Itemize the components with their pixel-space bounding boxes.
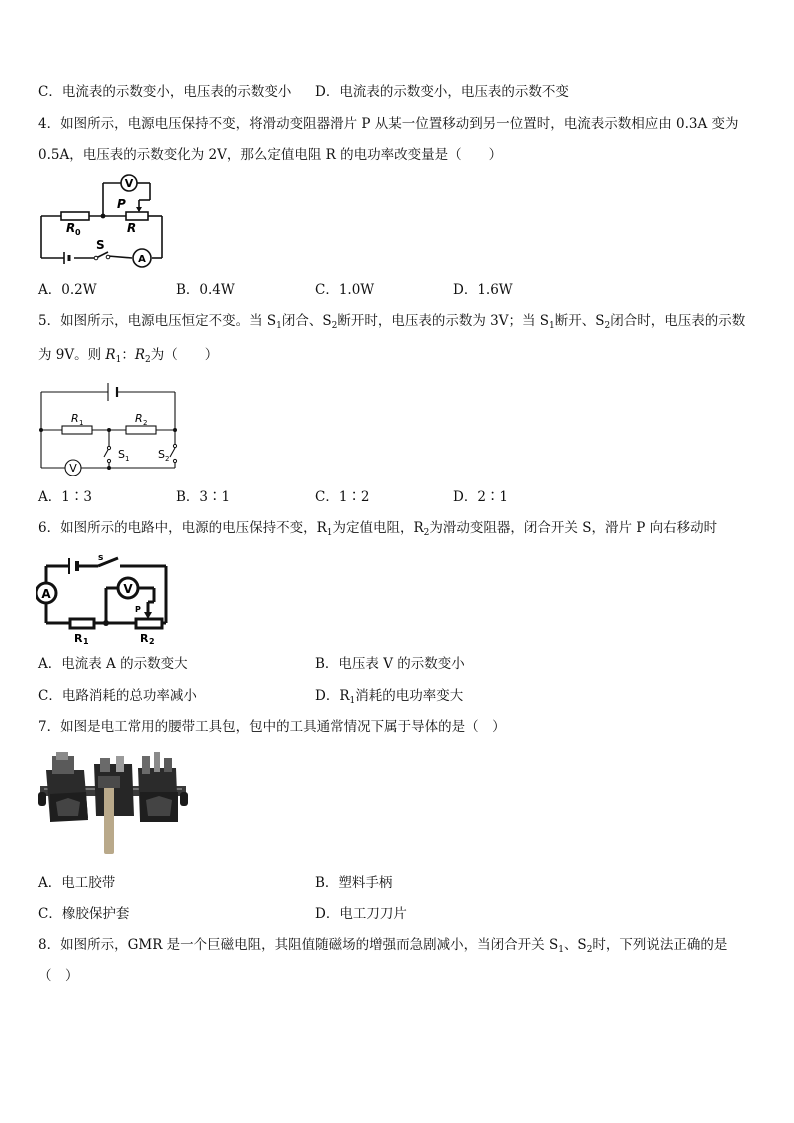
- q7-option-a: A．电工胶带: [38, 875, 116, 891]
- q7-stem: 7．如图是电工常用的腰带工具包，包中的工具通常情况下属于导体的是（ ）: [38, 719, 506, 735]
- q4-option-a: A．0.2W: [38, 282, 97, 298]
- q6-option-c: C．电路消耗的总功率减小: [38, 688, 197, 704]
- q6-option-a: A．电流表 A 的示数变大: [38, 656, 188, 672]
- q4-ammeter-label: A: [138, 254, 146, 265]
- q4-option-c: C．1.0W: [315, 282, 375, 298]
- q3-option-c: C．电流表的示数变小，电压表的示数变小: [38, 84, 292, 100]
- q5-stem-line1: 5．如图所示，电源电压恒定不变。当 $S_1$闭合、$S_2$断开时，电压表的示数为 3V；当 $S_1$断开、$S_2$闭合时，电压表的示数: [38, 313, 746, 331]
- q5-circuit-diagram: [38, 378, 188, 476]
- q7-option-d: D．电工刀刀片: [315, 906, 407, 922]
- q4-stem-line2: 0.5A，电压表的示数变化为 2V，那么定值电阻 R 的电功率改变量是（ ）: [38, 147, 503, 163]
- q6-voltmeter-label: V: [123, 582, 133, 596]
- q5-ratio-r1: R: [105, 347, 116, 363]
- q6-r1-label: R: [74, 632, 83, 645]
- q4-s-label: S: [96, 238, 105, 252]
- q5-option-d: D．2∶1: [453, 489, 509, 505]
- q5-option-a: A．1∶3: [38, 489, 92, 505]
- q5-r1-label: R: [71, 412, 79, 425]
- q5-ratio-r2: R: [134, 347, 145, 363]
- q4-p-label: P: [117, 197, 126, 211]
- q6-option-b: B．电压表 V 的示数变小: [315, 656, 465, 672]
- q5-option-b: B．3∶1: [176, 489, 231, 505]
- tool-belt-photo: [38, 748, 188, 858]
- q4-option-b: B．0.4W: [176, 282, 235, 298]
- q6-s-label: s: [98, 553, 104, 563]
- q6-stem: 6．如图所示的电路中，电源的电压保持不变，$R_1$为定值电阻，$R_2$为滑动变阻器，闭合开关 S，滑片 P 向右移动时: [38, 520, 718, 538]
- q8-stem-line2: （ ）: [38, 968, 79, 984]
- q6-r1-sub: 1: [83, 637, 89, 646]
- q5-s1-sub: 1: [125, 455, 130, 463]
- q5-r1-sub: 1: [79, 419, 84, 427]
- q8-stem-line1: 8．如图所示，GMR 是一个巨磁电阻，其阻值随磁场的增强而急剧减小，当闭合开关 $S_1$、$S_2$时，下列说法正确的是: [38, 937, 728, 955]
- q5-r2-label: R: [135, 412, 143, 425]
- q6-r2-label: R: [140, 632, 149, 645]
- q6-r2-sub: 2: [149, 637, 155, 646]
- q5-s1-label: S: [118, 448, 125, 461]
- q4-stem-line1: 4．如图所示，电源电压保持不变，将滑动变阻器滑片 P 从某一位置移动到另一位置时，电流表示数相应由 0.3A 变为: [38, 116, 739, 132]
- q7-option-b: B．塑料手柄: [315, 875, 393, 891]
- q6-circuit-diagram: [36, 550, 172, 646]
- q5-r2-sub: 2: [143, 419, 148, 427]
- q4-r-label: R: [127, 221, 137, 235]
- q6-ammeter-label: A: [41, 587, 51, 601]
- q5-s2-sub: 2: [165, 455, 170, 463]
- q4-r0-label: R: [66, 221, 76, 235]
- q4-voltmeter-label: V: [124, 177, 134, 190]
- q6-option-d: D．$R_1$消耗的电功率变大: [315, 688, 464, 706]
- q5-option-c: C．1∶2: [315, 489, 370, 505]
- q4-circuit-diagram: [36, 170, 166, 270]
- q3-option-d: D．电流表的示数变小，电压表的示数不变: [315, 84, 569, 100]
- q4-r0-sub: 0: [75, 228, 81, 237]
- q6-p-label: P: [135, 605, 141, 614]
- q5-s2-label: S: [158, 448, 165, 461]
- q5-stem-line2: 为 9V。则 $R_1$：$R_2$为（ ）: [38, 347, 219, 365]
- q4-option-d: D．1.6W: [453, 282, 513, 298]
- q5-voltmeter-label: V: [69, 462, 77, 475]
- q7-option-c: C．橡胶保护套: [38, 906, 130, 922]
